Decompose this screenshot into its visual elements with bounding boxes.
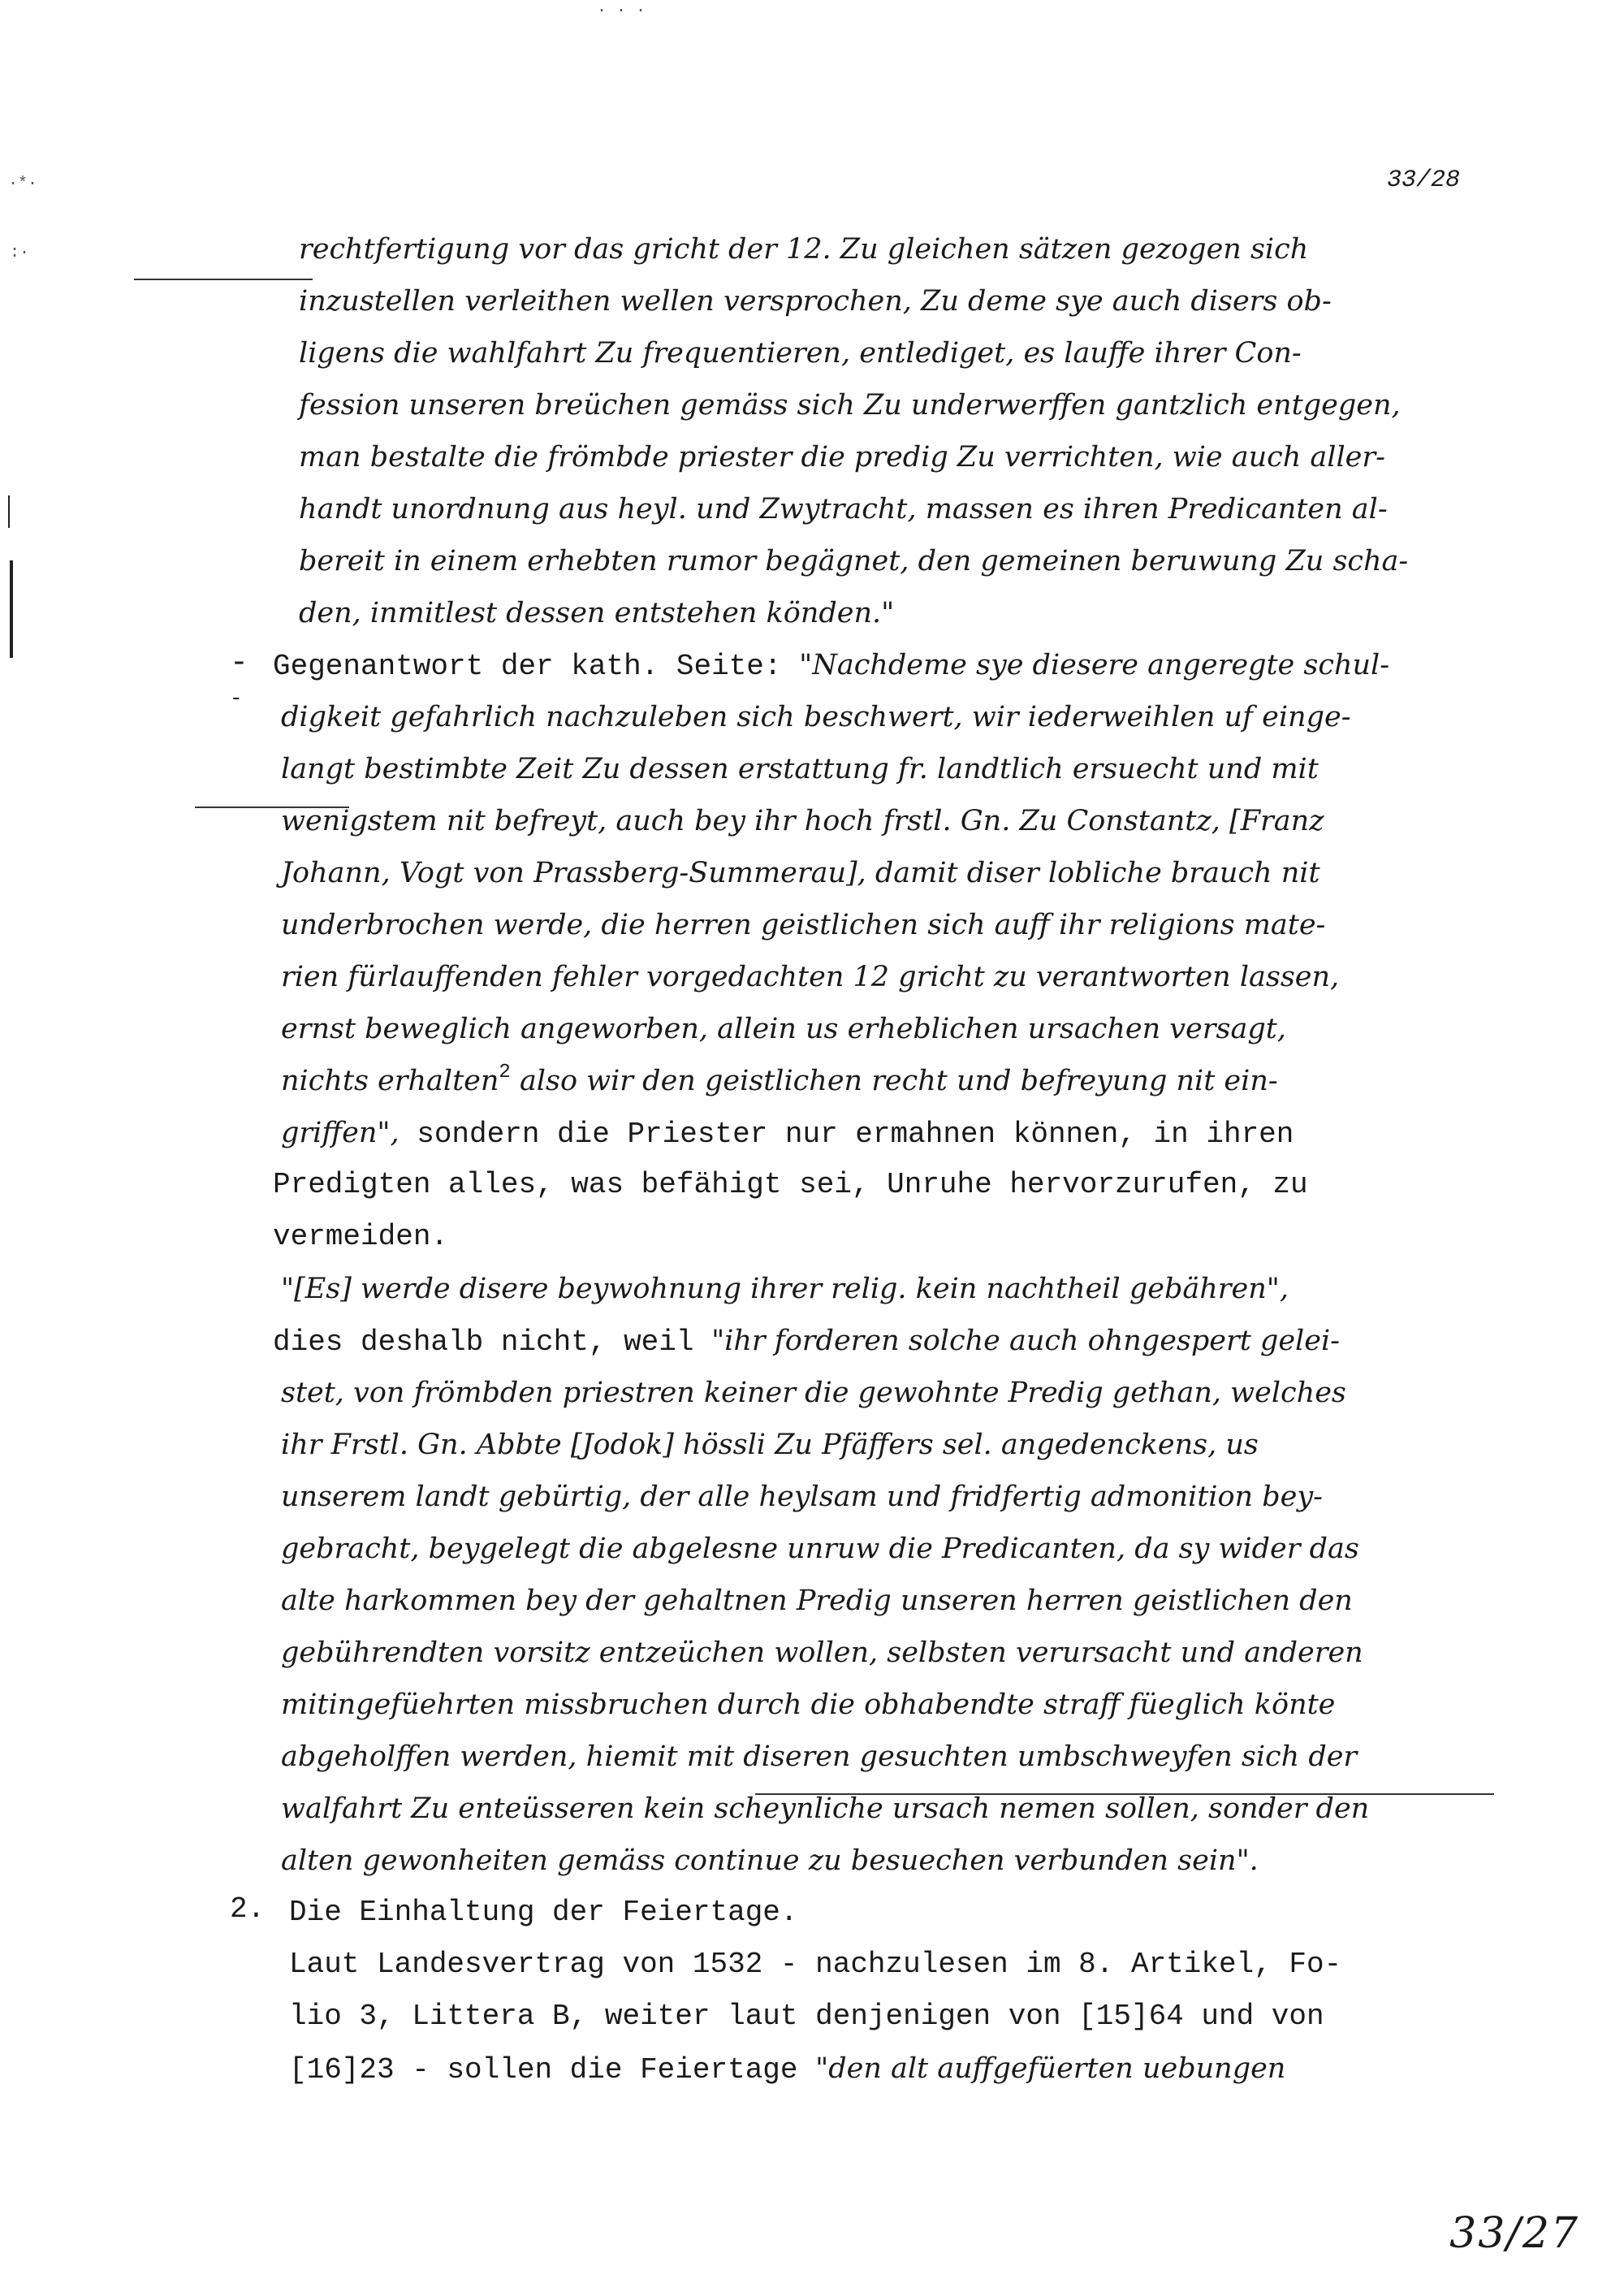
text-line <box>281 751 1319 789</box>
text-run: alten gewonheiten gemäss continue zu besuechen verbunden sein". <box>281 1844 1259 1877</box>
text-line <box>281 699 1351 737</box>
page-number: 33/28 <box>1386 166 1460 194</box>
text-run: fession unseren breüchen gemäss sich Zu underwerffen gantzlich entgegen, <box>299 389 1401 422</box>
text-line <box>281 855 1320 893</box>
text-line <box>281 959 1339 997</box>
text-run: mitingefüehrten missbruchen durch die obhabendte straff füeglich könte <box>281 1689 1336 1721</box>
text-line <box>299 335 1302 373</box>
text-run: abgeholffen werden, hiemit mit diseren gesuchten umbschweyfen sich der <box>281 1741 1358 1773</box>
text-line <box>299 491 1388 529</box>
scan-artifact: ·*· <box>8 175 38 193</box>
text-run: "ihr forderen solche auch ohngespert gelei- <box>711 1325 1340 1357</box>
bullet-dash: - <box>230 646 248 681</box>
text-run: sondern die Priester nur ermahnen können, in ihren <box>399 1118 1294 1151</box>
text-line <box>299 543 1408 581</box>
text-run: vermeiden. <box>273 1220 449 1253</box>
edge-mark <box>10 560 13 658</box>
scan-artifact: :· <box>10 244 30 262</box>
text-run: ligens die wahlfahrt Zu frequentieren, entlediget, es lauffe ihrer Con- <box>299 337 1302 370</box>
text-run: alte harkommen bey der gehaltnen Predig unseren herren geistlichen den <box>281 1585 1353 1617</box>
handwritten-page-number: 33/27 <box>1449 2209 1579 2258</box>
text-run: ernst beweglich angeworben, allein us erheblichen ursachen versagt, <box>281 1013 1286 1045</box>
text-run: also wir den geistlichen recht und befreyung nit ein- <box>510 1065 1278 1097</box>
text-run: man bestalte die frömbde priester die predig Zu verrichten, wie auch aller- <box>299 441 1385 474</box>
text-run: Gegenantwort der kath. Seite: <box>273 650 800 683</box>
text-line <box>281 1115 1294 1152</box>
text-line <box>281 1427 1259 1464</box>
text-run: inzustellen verleithen wellen versprochen, Zu deme sye auch disers ob- <box>299 285 1332 318</box>
text-line <box>299 595 894 633</box>
text-line <box>289 2051 1285 2088</box>
text-line <box>273 647 1389 685</box>
text-line <box>299 231 1308 269</box>
text-run: handt unordnung aus heyl. und Zwytracht, massen es ihren Predicanten al- <box>299 493 1388 525</box>
text-line <box>281 1583 1353 1620</box>
text-line <box>281 907 1325 945</box>
text-line <box>289 1999 1324 2035</box>
text-run: rien fürlauffenden fehler vorgedachten 12 gricht zu verantworten lassen, <box>281 961 1340 993</box>
text-run: nichts erhalten <box>281 1065 499 1097</box>
text-line <box>281 1063 1278 1101</box>
text-line <box>281 1531 1359 1568</box>
text-line <box>281 1375 1346 1412</box>
text-run: [16]23 - sollen die Feiertage <box>289 2053 816 2087</box>
text-line <box>281 1635 1363 1672</box>
text-run: "[Es] werde disere beywohnung ihrer relig. kein nachtheil gebähren", <box>281 1273 1289 1305</box>
text-line <box>273 1167 1308 1203</box>
bullet-number: 2. <box>230 1892 266 1926</box>
text-run: underbrochen werde, die herren geistlichen sich auff ihr religions mate- <box>281 909 1326 941</box>
text-run: Johann, Vogt von Prassberg-Summerau], damit diser lobliche brauch nit <box>281 857 1320 889</box>
text-run: wenigstem nit befreyt, auch bey ihr hoch frstl. Gn. Zu Constantz, [Franz <box>281 805 1324 837</box>
text-line <box>299 387 1401 425</box>
text-run: unserem landt gebürtig, der alle heylsam und fridfertig admonition bey- <box>281 1481 1323 1513</box>
text-line <box>281 1791 1369 1828</box>
text-line <box>281 1271 1289 1308</box>
text-line <box>299 439 1385 477</box>
scan-artifact: · · · <box>597 2 646 20</box>
text-line <box>281 803 1324 841</box>
text-run: griffen", <box>281 1117 400 1149</box>
text-line <box>281 1843 1259 1880</box>
text-run: den, inmitlest dessen entstehen könden." <box>299 597 895 629</box>
text-run: dies deshalb nicht, weil <box>273 1325 712 1359</box>
text-run: Predigten alles, was befähigt sei, Unruhe hervorzurufen, zu <box>273 1168 1308 1201</box>
text-line <box>281 1739 1357 1776</box>
text-run: Die Einhaltung der Feiertage. <box>289 1896 798 1929</box>
text-run: "den alt auffgefüerten uebungen <box>815 2052 1286 2085</box>
margin-rule <box>134 279 313 280</box>
text-run: "Nachdeme sye diesere angeregte schul- <box>799 649 1390 681</box>
footnote-ref: 2 <box>499 1062 511 1083</box>
text-line <box>281 1011 1286 1049</box>
text-run: gebracht, beygelegt die abgelesne unruw die Predicanten, da sy wider das <box>281 1533 1359 1565</box>
text-run: lio 3, Littera B, weiter laut denjenigen von [15]64 und von <box>289 2000 1324 2033</box>
text-run: rechtfertigung vor das gricht der 12. Zu gleichen sätzen gezogen sich <box>299 233 1309 266</box>
text-run: langt bestimbte Zeit Zu dessen erstattung fr. landtlich ersuecht und mit <box>281 753 1319 785</box>
text-line <box>273 1219 448 1255</box>
text-line <box>273 1323 1340 1360</box>
bullet-dash: - <box>230 686 243 711</box>
text-run: digkeit gefahrlich nachzuleben sich beschwert, wir iederweihlen uf einge- <box>281 701 1351 733</box>
text-run: stet, von frömbden priestren keiner die gewohnte Predig gethan, welches <box>281 1377 1346 1409</box>
text-line <box>289 1895 798 1931</box>
text-run: bereit in einem erhebten rumor begägnet, den gemeinen beruwung Zu scha- <box>299 545 1409 577</box>
edge-mark <box>8 495 10 528</box>
text-line <box>299 283 1332 321</box>
text-run: Laut Landesvertrag von 1532 - nachzulesen im 8. Artikel, Fo- <box>289 1948 1342 1981</box>
text-line <box>281 1687 1335 1724</box>
text-line <box>289 1947 1341 1983</box>
text-run: ihr Frstl. Gn. Abbte [Jodok] hössli Zu Pfäffers sel. angedenckens, us <box>281 1429 1259 1461</box>
text-run: gebührendten vorsitz entzeüchen wollen, selbsten verursacht und anderen <box>281 1637 1363 1669</box>
text-run: walfahrt Zu enteüsseren kein scheynliche ursach nemen sollen, sonder den <box>281 1792 1370 1825</box>
text-line <box>281 1479 1323 1516</box>
